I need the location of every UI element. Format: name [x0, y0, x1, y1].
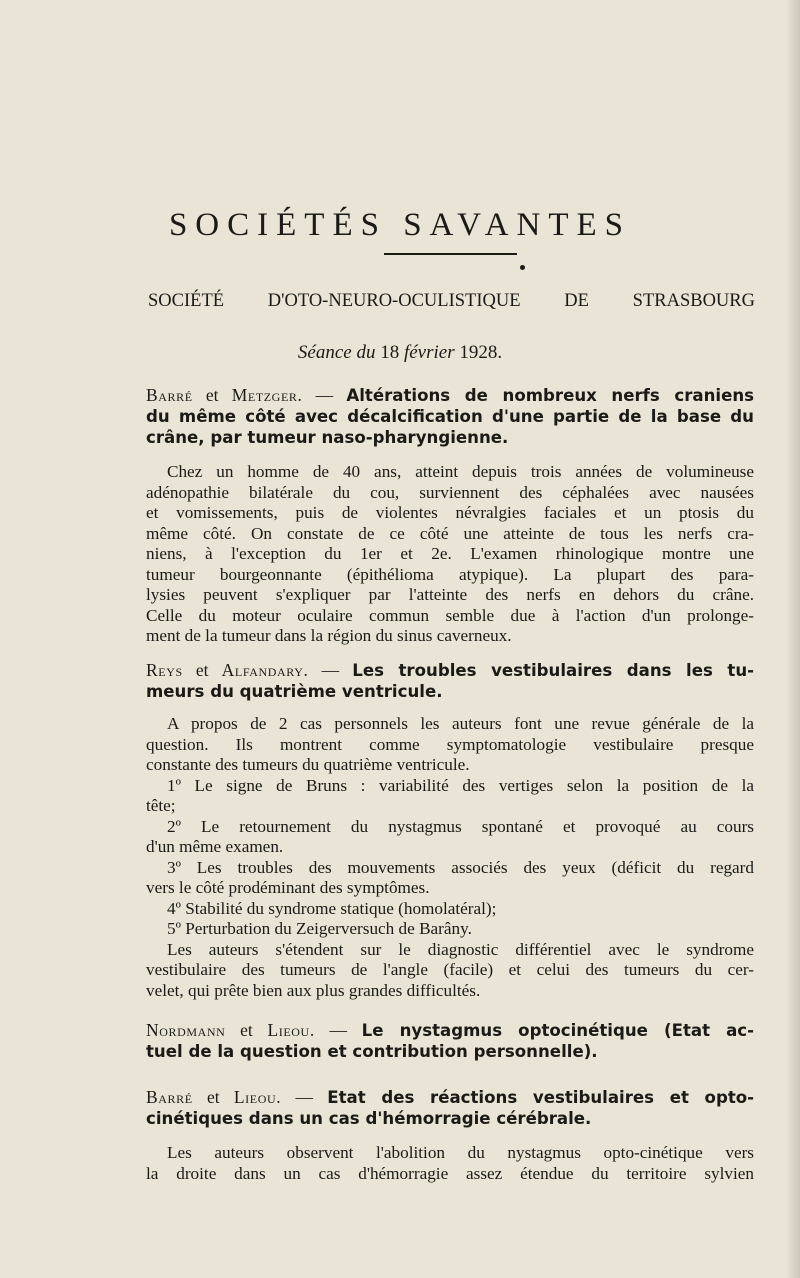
body-line: Celle du moteur oculaire commun semble due à l'action d'un prolonge-	[146, 605, 754, 625]
body-line: vers le côté prodéminant des symptômes.	[146, 878, 430, 897]
session-date	[0, 342, 800, 364]
society-word: DE	[564, 291, 589, 311]
article-barre-metzger	[146, 385, 754, 647]
conjunction: et	[240, 1020, 253, 1040]
title-line: crâne, par tumeur naso-pharyngienne.	[146, 428, 509, 447]
society-word: STRASBOURG	[632, 291, 755, 311]
article-body	[146, 1143, 754, 1184]
page-edge-shadow	[786, 0, 800, 1278]
article-title	[146, 385, 754, 448]
dash: —	[321, 660, 340, 680]
session-prefix: Séance du	[297, 342, 376, 363]
author: Barré	[146, 1087, 193, 1107]
article-body	[146, 462, 754, 647]
conjunction: et	[195, 660, 209, 680]
body-line: A propos de 2 cas personnels les auteurs font une revue générale de la	[167, 714, 754, 733]
body-line: ment de la tumeur dans la région du sinus caverneux.	[146, 626, 512, 645]
title-line: du même côté avec décalcification d'une partie de la base du	[146, 407, 754, 426]
article-title	[146, 660, 754, 702]
title-line: cinétiques dans un cas d'hémorragie cérébrale.	[146, 1109, 592, 1128]
section-heading: SOCIÉTÉS SAVANTES	[168, 207, 632, 243]
body-line: et vomissements, puis de violentes névralgies faciales et un ptosis du	[146, 503, 754, 522]
session-year: 1928.	[459, 342, 503, 363]
title-line: Les troubles vestibulaires dans les tu-	[352, 661, 755, 680]
body-line: la droite dans un cas d'hémorragie assez étendue du territoire sylvien	[146, 1163, 754, 1183]
dash: —	[315, 385, 334, 405]
article-title	[146, 1020, 754, 1062]
body-line: 1º Le signe de Bruns : variabilité des vertiges selon la position de la	[167, 775, 754, 795]
author: Lieou.	[233, 1087, 282, 1107]
body-line: 2º Le retournement du nystagmus spontané et provoqué au cours	[167, 816, 754, 836]
heading-dot	[520, 265, 525, 270]
body-line: 4º Stabilité du syndrome statique (homolatéral);	[167, 898, 497, 918]
author: Reys	[146, 660, 183, 680]
body-line: question. Ils montrent comme symptomatologie vestibulaire presque	[146, 734, 754, 754]
title-line: Le nystagmus optocinétique (Etat ac-	[361, 1021, 755, 1040]
body-line: d'un même examen.	[146, 837, 284, 856]
article-reys-alfandary	[146, 660, 754, 1001]
body-line: Chez un homme de 40 ans, atteint depuis trois années de volumineuse	[167, 462, 754, 481]
article-nordmann-lieou	[146, 1020, 754, 1062]
conjunction: et	[205, 385, 219, 405]
title-line: tuel de la question et contribution personnelle).	[146, 1042, 598, 1061]
title-line: Etat des réactions vestibulaires et opto-	[327, 1088, 755, 1107]
dash: —	[329, 1020, 347, 1040]
body-line: vestibulaire des tumeurs de l'angle (facile) et celui des tumeurs du cer-	[146, 960, 754, 979]
author: Metzger.	[231, 385, 303, 405]
heading-rule	[384, 253, 517, 255]
article-body	[146, 714, 754, 1001]
body-line: tête;	[146, 796, 176, 815]
body-line: 5º Perturbation du Zeigerversuch de Barâny.	[167, 919, 472, 938]
body-line: niens, à l'exception du 1er et 2e. L'examen rhinologique montre une	[146, 544, 754, 563]
author: Nordmann	[146, 1020, 226, 1040]
society-word: SOCIÉTÉ	[148, 291, 225, 311]
society-word: D'OTO-NEURO-OCULISTIQUE	[267, 291, 521, 311]
society-name	[148, 291, 755, 312]
body-line: Les auteurs s'étendent sur le diagnostic différentiel avec le syndrome	[167, 939, 754, 959]
body-line: constante des tumeurs du quatrième ventricule.	[146, 755, 470, 774]
body-line: tumeur bourgeonnante (épithélioma atypique). La plupart des para-	[146, 564, 754, 584]
body-line: lysies peuvent s'expliquer par l'atteinte des nerfs en dehors du crâne.	[146, 585, 754, 604]
dash: —	[295, 1087, 313, 1107]
session-day: 18	[380, 342, 400, 363]
body-line: adénopathie bilatérale du cou, surviennent des céphalées avec nausées	[146, 482, 754, 502]
author: Barré	[146, 385, 193, 405]
article-title	[146, 1087, 754, 1129]
body-line: Les auteurs observent l'abolition du nystagmus opto-cinétique vers	[167, 1143, 754, 1162]
title-line: Altérations de nombreux nerfs craniens	[346, 386, 755, 405]
author: Lieou.	[267, 1020, 315, 1040]
conjunction: et	[206, 1087, 220, 1107]
title-line: meurs du quatrième ventricule.	[146, 682, 443, 701]
session-month: février	[403, 342, 455, 363]
author: Alfandary.	[221, 660, 309, 680]
body-line: même côté. On constate de ce côté une atteinte de tous les nerfs cra-	[146, 523, 754, 543]
body-line: 3º Les troubles des mouvements associés des yeux (déficit du regard	[167, 857, 754, 877]
body-line: velet, qui prête bien aux plus grandes difficultés.	[146, 980, 481, 1000]
article-barre-lieou	[146, 1087, 754, 1184]
